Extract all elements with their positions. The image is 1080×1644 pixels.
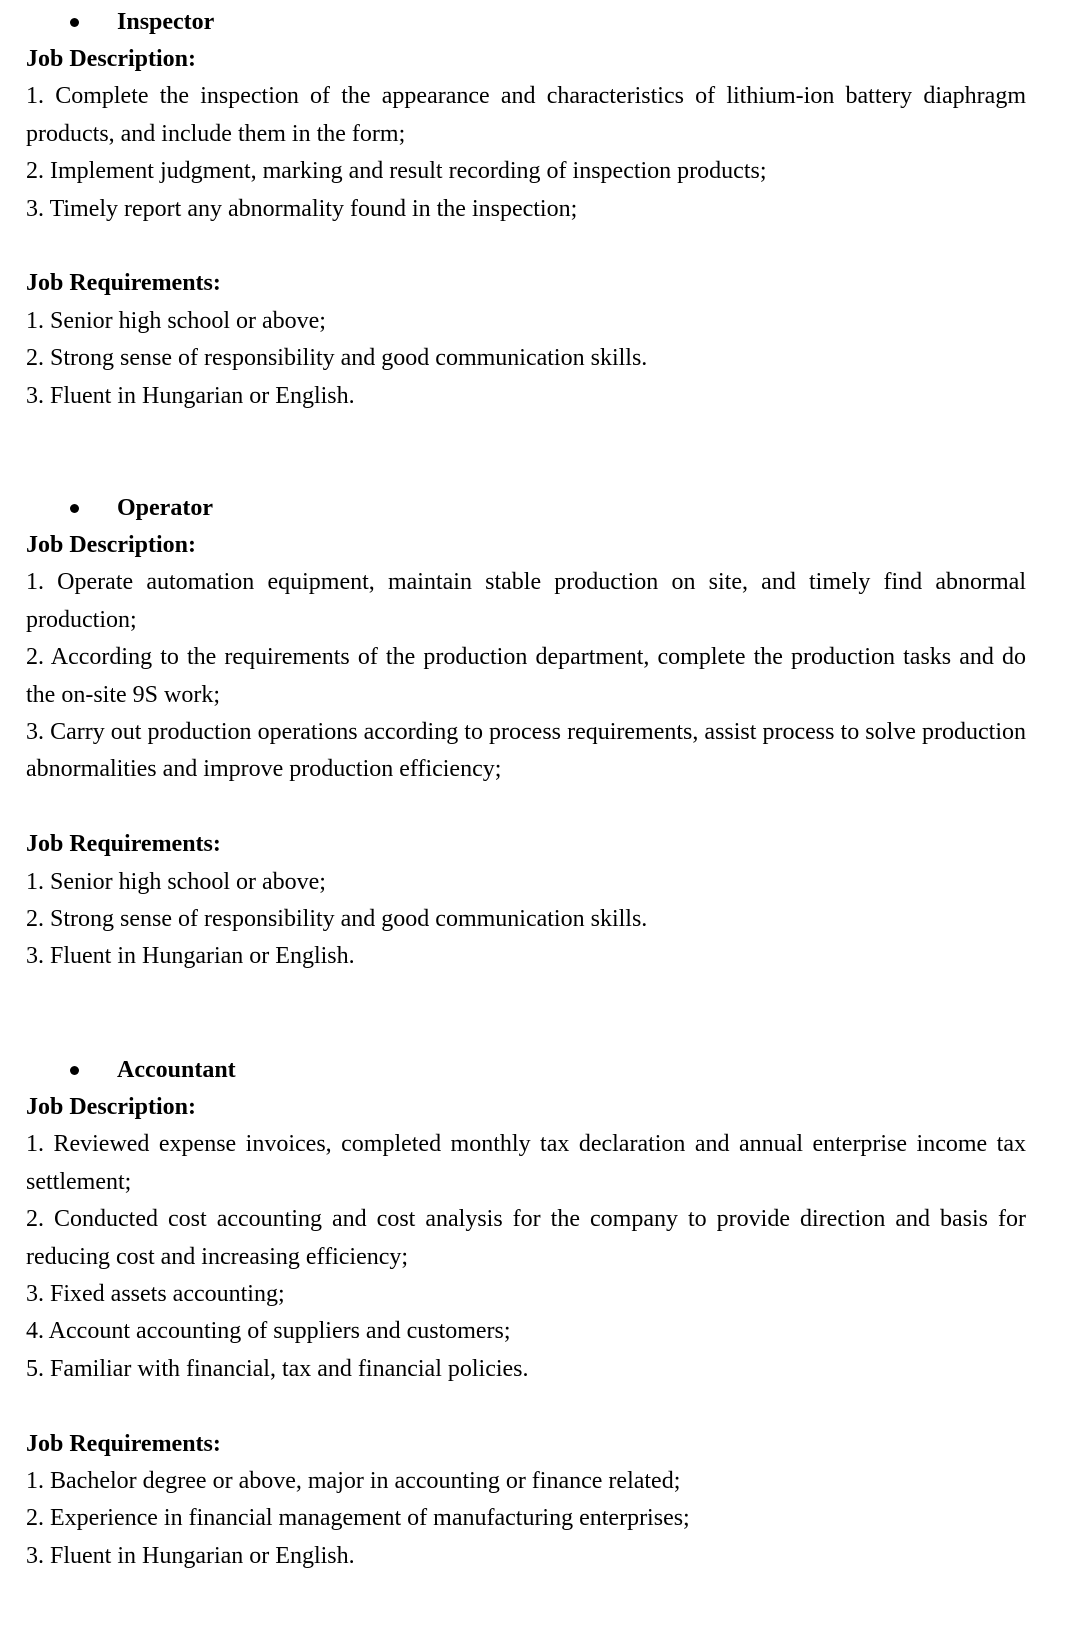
job-title-row [26,4,1026,41]
list-item: 4. Account accounting of suppliers and customers; [26,1318,511,1345]
list-item: 2. Strong sense of responsibility and good communication skills. [26,906,648,933]
list-item: 1. Reviewed expense invoices, completed monthly tax declaration and annual enterprise income tax settlement; [26,1131,1026,1195]
job-title-row [26,490,1026,527]
list-item: 2. Strong sense of responsibility and good communication skills. [26,345,648,372]
list-item: 2. According to the requirements of the production department, complete the production tasks and do the on-site 9S work; [26,644,1026,708]
bullet-icon [70,18,79,27]
job-description-list [26,78,1026,228]
list-item: 3. Timely report any abnormality found in the inspection; [26,195,578,222]
job-section-accountant [26,1052,1026,1575]
list-item: 3. Carry out production operations according to process requirements, assist process to solve production abnormalities and improve production efficiency; [26,719,1026,783]
list-item: 5. Familiar with financial, tax and financial policies. [26,1355,529,1382]
list-item: 2. Conducted cost accounting and cost analysis for the company to provide direction and basis for reducing cost and increasing efficiency; [26,1206,1026,1270]
job-requirements-list [26,864,1026,976]
job-section-operator [26,490,1026,976]
job-title: Operator [117,495,213,521]
job-description-heading: Job Description: [26,532,196,558]
list-item: 1. Bachelor degree or above, major in accounting or finance related; [26,1468,681,1495]
list-item: 2. Implement judgment, marking and result recording of inspection products; [26,158,767,185]
bullet-icon [70,1066,79,1075]
list-item: 1. Complete the inspection of the appearance and characteristics of lithium-ion battery diaphragm products, and include them in the form; [26,83,1026,147]
job-description-heading: Job Description: [26,46,196,72]
job-title: Accountant [117,1057,236,1083]
job-section-inspector [26,4,1026,415]
job-description-list [26,1126,1026,1388]
list-item: 3. Fluent in Hungarian or English. [26,1542,355,1569]
list-item: 1. Operate automation equipment, maintain stable production on site, and timely find abnormal production; [26,569,1026,633]
job-title-row [26,1052,1026,1089]
job-requirements-heading: Job Requirements: [26,270,221,297]
list-item: 3. Fluent in Hungarian or English. [26,943,355,970]
list-item: 1. Senior high school or above; [26,307,326,334]
job-requirements-heading: Job Requirements: [26,1430,221,1457]
list-item: 2. Experience in financial management of manufacturing enterprises; [26,1505,690,1532]
list-item: 3. Fixed assets accounting; [26,1281,285,1308]
job-description-list [26,564,1026,788]
job-requirements-heading: Job Requirements: [26,831,221,858]
list-item: 3. Fluent in Hungarian or English. [26,382,355,409]
bullet-icon [70,504,79,513]
list-item: 1. Senior high school or above; [26,868,326,895]
job-title: Inspector [117,9,215,35]
job-requirements-list [26,303,1026,415]
job-requirements-list [26,1463,1026,1575]
job-description-heading: Job Description: [26,1094,196,1120]
